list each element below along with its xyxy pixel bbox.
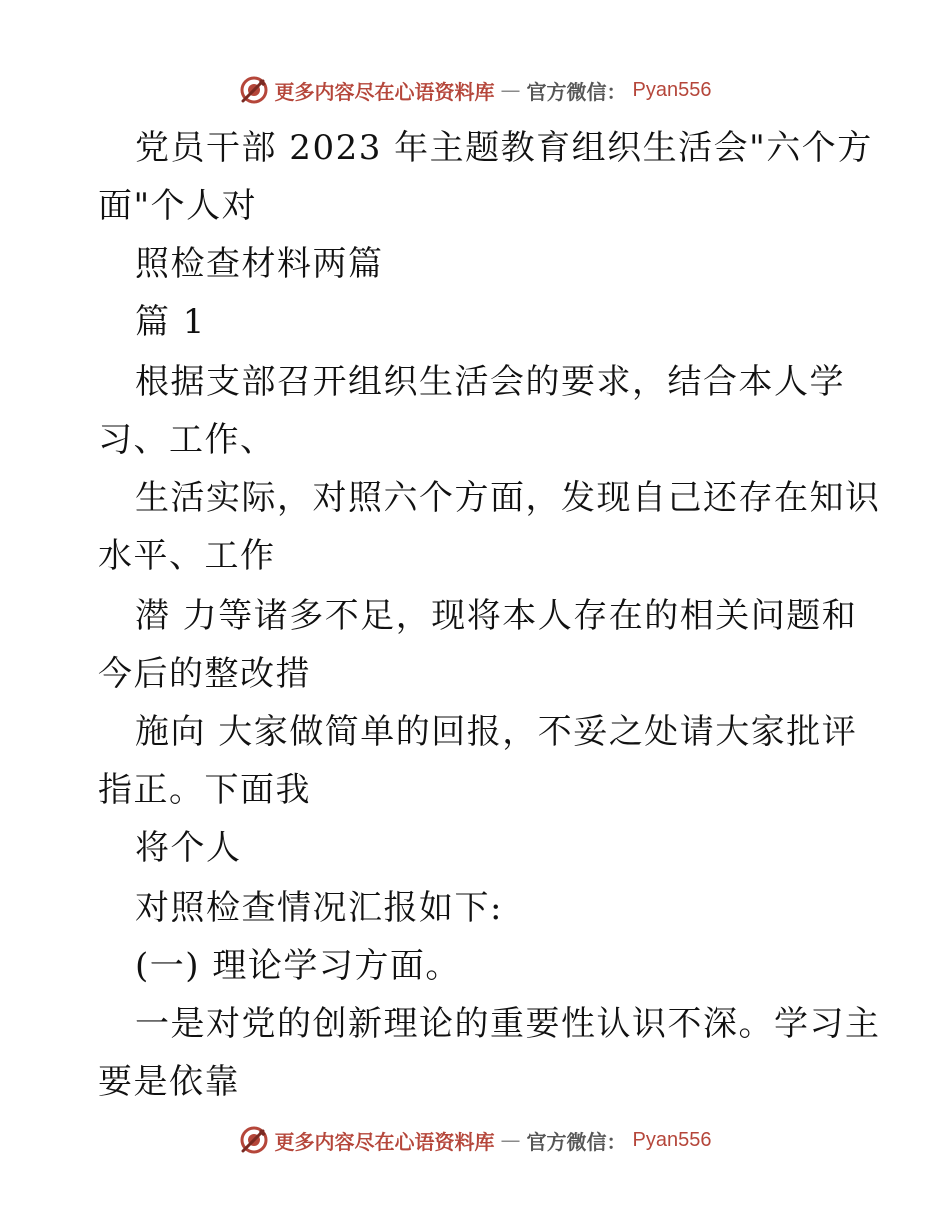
paragraph-line: 指正。下面我	[98, 770, 311, 810]
paragraph-line: 生活实际，对照六个方面，发现自己还存在知识	[135, 478, 881, 518]
watermark-wechat-id: Pyan556	[632, 1128, 712, 1151]
section-heading: 篇 1	[135, 302, 206, 342]
paragraph-line: 将个人	[135, 828, 242, 868]
watermark-wechat-id: Pyan556	[632, 78, 712, 101]
title-line-2: 面"个人对	[98, 186, 258, 226]
paragraph-line: 对照检查情况汇报如下:	[135, 888, 503, 928]
paragraph-line: 水平、工作	[98, 536, 276, 576]
paragraph-line: 今后的整改措	[98, 654, 311, 694]
title-line-3: 照检查材料两篇	[135, 244, 384, 284]
paragraph-line: 潜 力等诸多不足，现将本人存在的相关问题和	[135, 596, 858, 636]
paragraph-line: 施向 大家做简单的回报，不妥之处请大家批评	[135, 712, 858, 752]
watermark-main-text: 更多内容尽在心语资料库	[274, 79, 495, 104]
watermark-official-label: 官方微信：	[526, 1129, 627, 1154]
watermark-main-text: 更多内容尽在心语资料库	[274, 1129, 495, 1154]
watermark-separator: —	[500, 1128, 521, 1152]
paragraph-line: 习、工作、	[98, 420, 276, 460]
pen-in-circle-logo-icon	[239, 1125, 269, 1155]
footer-watermark	[0, 1120, 950, 1160]
subsection-heading: (一) 理论学习方面。	[135, 946, 461, 986]
watermark-separator: —	[500, 78, 521, 102]
paragraph-line: 一是对党的创新理论的重要性认识不深。学习主	[135, 1004, 881, 1044]
paragraph-line: 要是依靠	[98, 1062, 240, 1102]
paragraph-line: 根据支部召开组织生活会的要求，结合本人学	[135, 362, 845, 402]
title-line-1: 党员干部 2023 年主题教育组织生活会"六个方	[135, 128, 873, 168]
watermark-official-label: 官方微信：	[526, 79, 627, 104]
